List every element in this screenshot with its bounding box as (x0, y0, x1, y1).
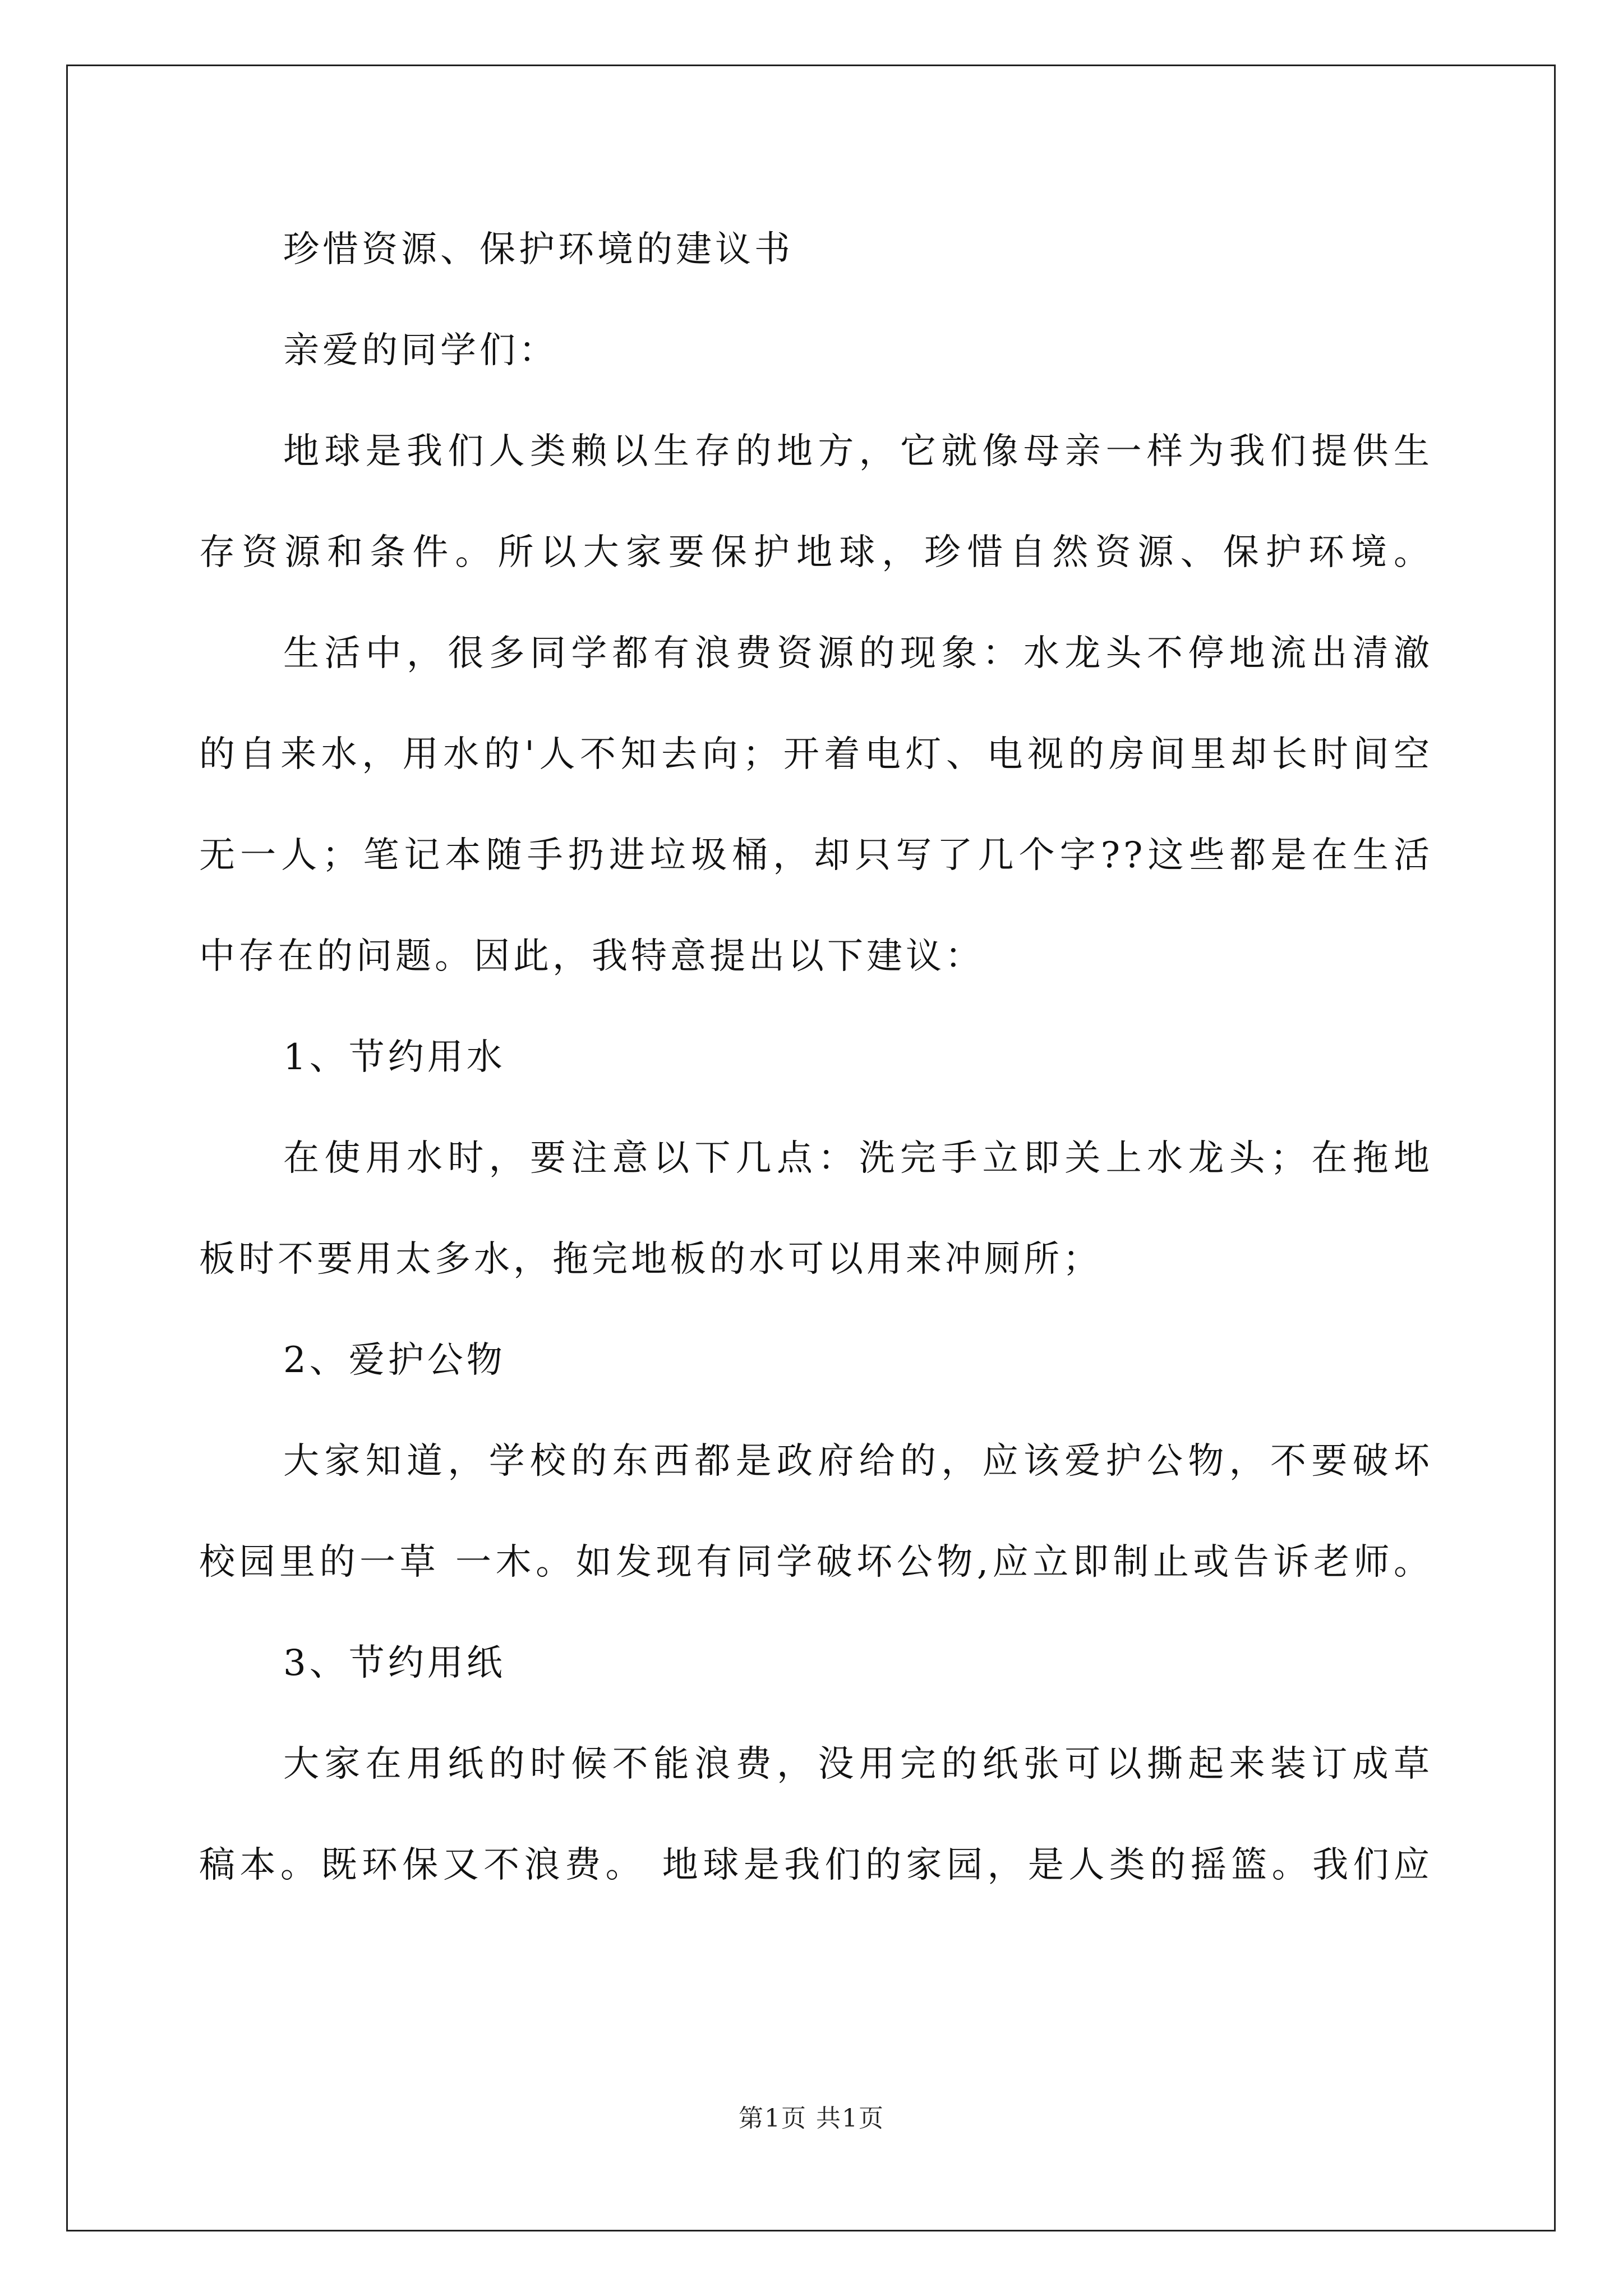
text-line: 地球是我们人类赖以生存的地方，它就像母亲一样为我们提供生 (283, 431, 1433, 472)
text-line: 大家在用纸的时候不能浪费，没用完的纸张可以撕起来装订成草 (283, 1743, 1433, 1785)
text-line: 大家知道，学校的东西都是政府给的，应该爱护公物，不要破坏 (283, 1441, 1433, 1482)
text-line: 板时不要用太多水，拖完地板的水可以用来冲厕所； (199, 1239, 1102, 1280)
text-line: 生活中，很多同学都有浪费资源的现象：水龙头不停地流出清澈 (283, 633, 1433, 674)
page-footer: 第1页 共1页 (739, 2104, 884, 2133)
text-line: 在使用水时，要注意以下几点：洗完手立即关上水龙头；在拖地 (283, 1138, 1433, 1179)
text-line: 1、节约用水 (283, 1037, 506, 1078)
text-line: 3、节约用纸 (283, 1642, 506, 1684)
text-line: 存资源和条件。所以大家要保护地球，珍惜自然资源、保护环境。 (199, 532, 1433, 573)
text-line: 校园里的一草 一木。如发现有同学破坏公物,应立即制止或告诉老师。 (199, 1542, 1433, 1583)
document-body (199, 199, 1433, 1916)
text-line: 的自来水，用水的'人不知去向；开着电灯、电视的房间里却长时间空 (199, 734, 1433, 775)
text-line: 珍惜资源、保护环境的建议书 (283, 229, 794, 270)
text-line: 无一人；笔记本随手扔进垃圾桶，却只写了几个字??这些都是在生活 (199, 835, 1433, 876)
text-line: 亲爱的同学们： (283, 330, 558, 371)
text-line: 稿本。既环保又不浪费。 地球是我们的家园，是人类的摇篮。我们应 (199, 1844, 1433, 1886)
text-line: 2、爱护公物 (283, 1340, 506, 1381)
text-line: 中存在的问题。因此，我特意提出以下建议： (199, 936, 984, 977)
